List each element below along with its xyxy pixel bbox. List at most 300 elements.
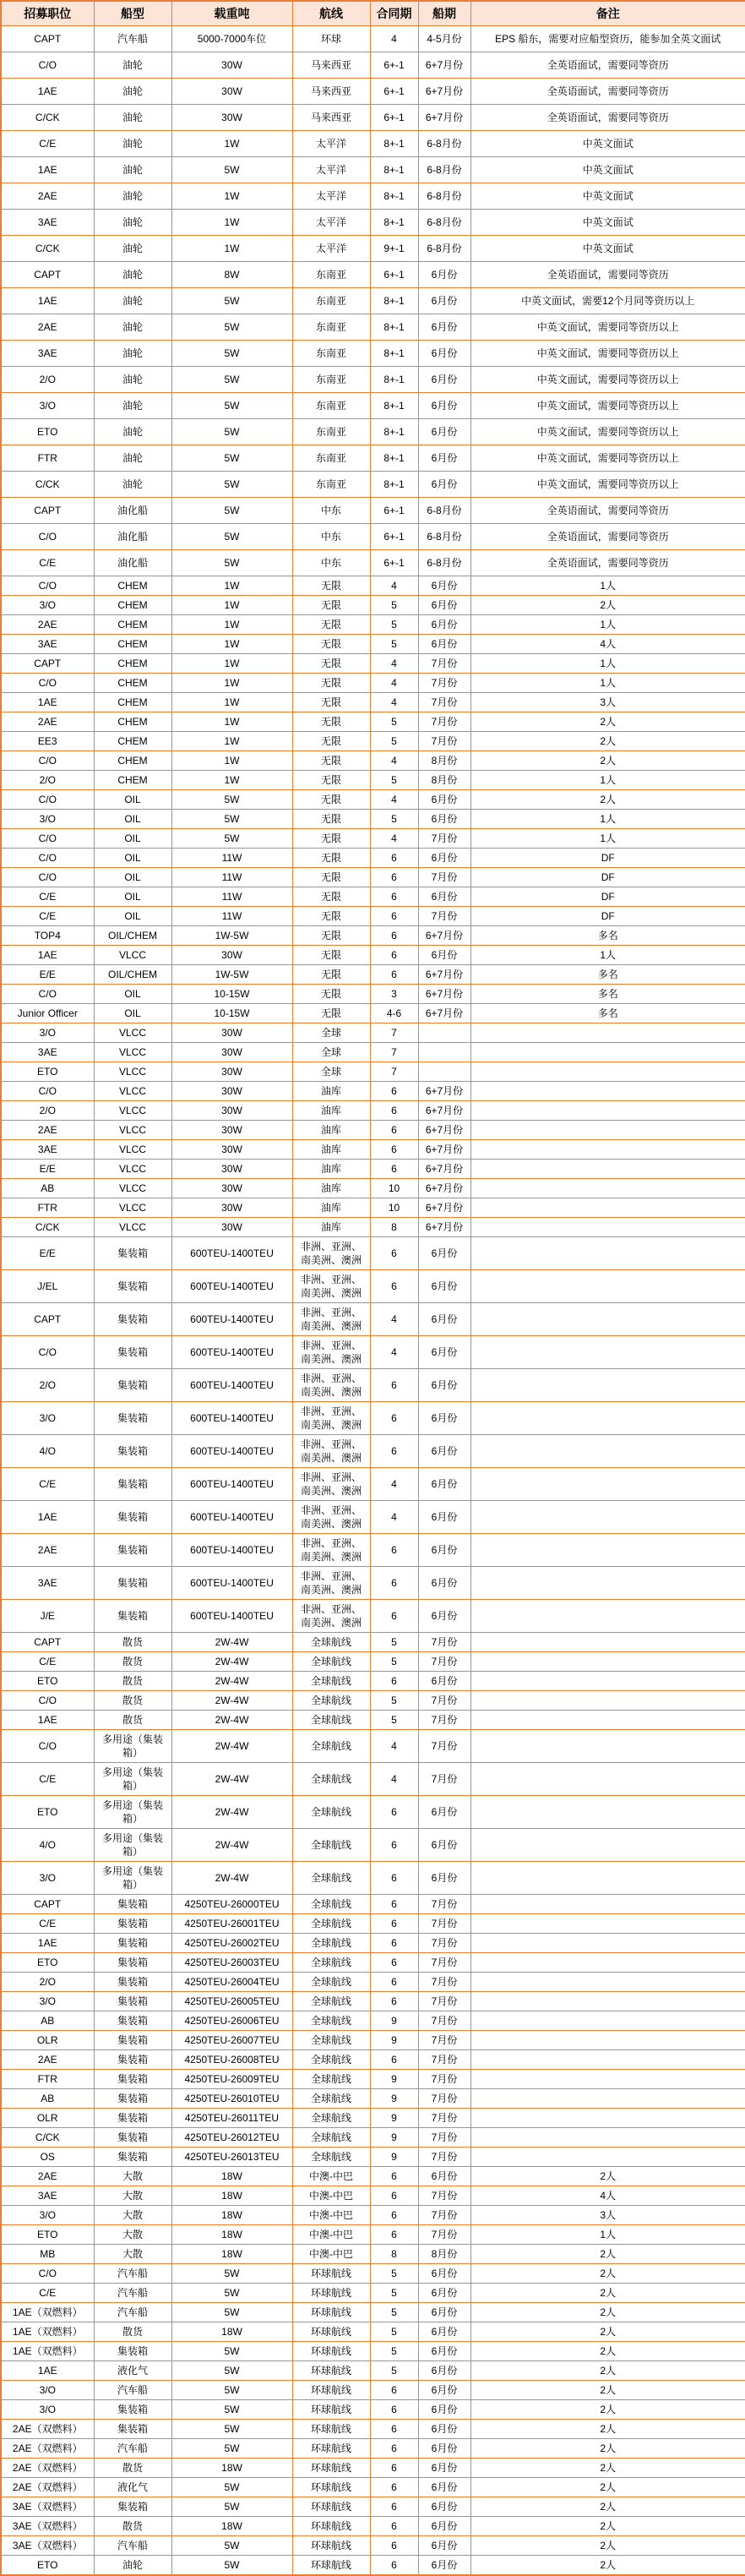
ship-date-cell: 6月份 — [418, 2497, 470, 2517]
remark-cell: DF — [470, 887, 745, 907]
remark-cell — [470, 1303, 745, 1336]
contract-period-cell: 6+-1 — [370, 550, 418, 576]
table-row — [1, 2303, 745, 2322]
position-cell: 2AE — [1, 712, 94, 732]
position-cell: 1AE — [1, 1501, 94, 1534]
position-cell: CAPT — [1, 1303, 94, 1336]
ship-type-cell: 集装箱 — [94, 2070, 171, 2089]
ship-date-cell: 6月份 — [418, 2439, 470, 2459]
table-row — [1, 1895, 745, 1914]
ship-type-cell: 集装箱 — [94, 2400, 171, 2420]
ship-date-cell: 7月份 — [418, 2031, 470, 2050]
route-cell: 环球航线 — [292, 2361, 370, 2381]
deadweight-cell: 4250TEU-26003TEU — [171, 1953, 292, 1973]
ship-type-cell: 油轮 — [94, 367, 171, 393]
remark-cell: 2人 — [470, 2497, 745, 2517]
deadweight-cell: 600TEU-1400TEU — [171, 1336, 292, 1369]
contract-period-cell: 8+-1 — [370, 157, 418, 183]
table-row — [1, 907, 745, 926]
contract-period-cell: 6 — [370, 1534, 418, 1567]
route-cell: 全球 — [292, 1023, 370, 1043]
ship-type-cell: 散货 — [94, 2517, 171, 2536]
position-cell: 3AE — [1, 2186, 94, 2206]
table-row — [1, 1672, 745, 1691]
table-row — [1, 1862, 745, 1895]
ship-date-cell: 8月份 — [418, 751, 470, 771]
deadweight-cell: 4250TEU-26004TEU — [171, 1973, 292, 1992]
ship-date-cell: 7月份 — [418, 2186, 470, 2206]
ship-type-cell: 液化气 — [94, 2361, 171, 2381]
route-cell: 油库 — [292, 1198, 370, 1218]
position-cell: 3AE — [1, 210, 94, 236]
route-cell: 全球航线 — [292, 1934, 370, 1953]
ship-date-cell: 6+7月份 — [418, 79, 470, 105]
route-cell: 东南亚 — [292, 262, 370, 288]
ship-date-cell: 6月份 — [418, 635, 470, 654]
route-cell: 油库 — [292, 1218, 370, 1237]
contract-period-cell: 6 — [370, 2459, 418, 2478]
remark-cell: 中英文面试，需要同等资历以上 — [470, 472, 745, 498]
ship-date-cell: 6-8月份 — [418, 524, 470, 550]
deadweight-cell: 2W-4W — [171, 1711, 292, 1730]
deadweight-cell: 30W — [171, 1043, 292, 1062]
ship-type-cell: 集装箱 — [94, 1468, 171, 1501]
table-row — [1, 1730, 745, 1763]
deadweight-cell: 5W — [171, 2381, 292, 2400]
route-cell: 全球航线 — [292, 1914, 370, 1934]
ship-date-cell: 6月份 — [418, 2536, 470, 2556]
deadweight-cell: 30W — [171, 1082, 292, 1101]
remark-cell: 2人 — [470, 2342, 745, 2361]
ship-date-cell: 6月份 — [418, 262, 470, 288]
deadweight-cell: 5W — [171, 157, 292, 183]
table-row — [1, 2556, 745, 2576]
deadweight-cell: 2W-4W — [171, 1862, 292, 1895]
remark-cell — [470, 1711, 745, 1730]
remark-cell: 2人 — [470, 2517, 745, 2536]
ship-date-cell: 6月份 — [418, 1303, 470, 1336]
table-row — [1, 2400, 745, 2420]
route-cell: 东南亚 — [292, 393, 370, 419]
position-cell: AB — [1, 1179, 94, 1198]
column-header-ship-date: 船期 — [418, 1, 470, 26]
ship-type-cell: 散货 — [94, 1633, 171, 1652]
position-cell: 2AE — [1, 314, 94, 341]
table-row — [1, 1101, 745, 1121]
position-cell: 2/O — [1, 367, 94, 393]
remark-cell: 2人 — [470, 2439, 745, 2459]
table-row — [1, 2284, 745, 2303]
route-cell: 全球航线 — [292, 2050, 370, 2070]
table-row — [1, 596, 745, 615]
remark-cell — [470, 1101, 745, 1121]
route-cell: 油库 — [292, 1101, 370, 1121]
remark-cell: 全英语面试，需要同等资历 — [470, 52, 745, 79]
position-cell: ETO — [1, 2556, 94, 2576]
deadweight-cell: 30W — [171, 1198, 292, 1218]
position-cell: 2AE — [1, 2050, 94, 2070]
remark-cell: 中英文面试，需要同等资历以上 — [470, 314, 745, 341]
remark-cell — [470, 1198, 745, 1218]
ship-type-cell: VLCC — [94, 1121, 171, 1140]
contract-period-cell: 8+-1 — [370, 183, 418, 210]
ship-type-cell: 多用途（集装箱） — [94, 1829, 171, 1862]
contract-period-cell: 8+-1 — [370, 288, 418, 314]
ship-date-cell: 6+7月份 — [418, 1140, 470, 1160]
table-row — [1, 2245, 745, 2264]
deadweight-cell: 1W — [171, 654, 292, 674]
position-cell: CAPT — [1, 1633, 94, 1652]
deadweight-cell: 1W — [171, 615, 292, 635]
route-cell: 非洲、亚洲、南美洲、澳洲 — [292, 1336, 370, 1369]
ship-type-cell: VLCC — [94, 1062, 171, 1082]
deadweight-cell: 18W — [171, 2225, 292, 2245]
deadweight-cell: 5W — [171, 341, 292, 367]
ship-date-cell: 7月份 — [418, 2128, 470, 2148]
remark-cell — [470, 2070, 745, 2089]
position-cell: C/O — [1, 985, 94, 1004]
route-cell: 全球航线 — [292, 1633, 370, 1652]
route-cell: 东南亚 — [292, 314, 370, 341]
position-cell: C/O — [1, 1691, 94, 1711]
ship-type-cell: 集装箱 — [94, 2050, 171, 2070]
ship-type-cell: OIL — [94, 849, 171, 868]
remark-cell: 中英文面试 — [470, 131, 745, 157]
remark-cell — [470, 1501, 745, 1534]
route-cell: 东南亚 — [292, 445, 370, 472]
deadweight-cell: 1W — [171, 210, 292, 236]
contract-period-cell: 9 — [370, 2031, 418, 2050]
deadweight-cell: 600TEU-1400TEU — [171, 1303, 292, 1336]
position-cell: 3/O — [1, 2381, 94, 2400]
remark-cell — [470, 1992, 745, 2011]
contract-period-cell: 5 — [370, 635, 418, 654]
deadweight-cell: 5W — [171, 2536, 292, 2556]
ship-type-cell: 集装箱 — [94, 1501, 171, 1534]
table-row — [1, 1934, 745, 1953]
contract-period-cell: 10 — [370, 1179, 418, 1198]
deadweight-cell: 5W — [171, 2400, 292, 2420]
table-row — [1, 2322, 745, 2342]
position-cell: 3AE — [1, 1567, 94, 1600]
remark-cell — [470, 2089, 745, 2109]
route-cell: 全球航线 — [292, 1730, 370, 1763]
remark-cell: 2人 — [470, 2400, 745, 2420]
table-row — [1, 1336, 745, 1369]
position-cell: C/O — [1, 790, 94, 810]
table-row — [1, 2361, 745, 2381]
position-cell: 2/O — [1, 771, 94, 790]
ship-type-cell: 集装箱 — [94, 2089, 171, 2109]
deadweight-cell: 30W — [171, 1179, 292, 1198]
route-cell: 无限 — [292, 829, 370, 849]
ship-date-cell: 7月份 — [418, 2206, 470, 2225]
ship-date-cell: 6月份 — [418, 849, 470, 868]
route-cell: 全球航线 — [292, 1895, 370, 1914]
deadweight-cell: 5W — [171, 2478, 292, 2497]
remark-cell — [470, 1179, 745, 1198]
route-cell: 东南亚 — [292, 288, 370, 314]
contract-period-cell: 6+-1 — [370, 524, 418, 550]
remark-cell: 3人 — [470, 2206, 745, 2225]
remark-cell: DF — [470, 907, 745, 926]
remark-cell — [470, 1914, 745, 1934]
remark-cell: DF — [470, 868, 745, 887]
remark-cell: 2人 — [470, 2245, 745, 2264]
contract-period-cell: 6 — [370, 1895, 418, 1914]
route-cell: 全球航线 — [292, 2070, 370, 2089]
ship-type-cell: CHEM — [94, 596, 171, 615]
deadweight-cell: 1W — [171, 674, 292, 693]
position-cell: 1AE（双燃料） — [1, 2303, 94, 2322]
ship-date-cell: 7月份 — [418, 2011, 470, 2031]
column-header-ship-type: 船型 — [94, 1, 171, 26]
remark-cell: 中英文面试，需要同等资历以上 — [470, 367, 745, 393]
ship-type-cell: CHEM — [94, 635, 171, 654]
route-cell: 无限 — [292, 771, 370, 790]
table-row — [1, 1501, 745, 1534]
ship-type-cell: 汽车船 — [94, 2439, 171, 2459]
remark-cell: 全英语面试，需要同等资历 — [470, 524, 745, 550]
remark-cell — [470, 1023, 745, 1043]
position-cell: 3/O — [1, 1992, 94, 2011]
position-cell: AB — [1, 2089, 94, 2109]
table-row — [1, 926, 745, 946]
ship-date-cell: 7月份 — [418, 1763, 470, 1796]
ship-date-cell: 7月份 — [418, 1934, 470, 1953]
route-cell: 无限 — [292, 946, 370, 965]
ship-date-cell: 7月份 — [418, 907, 470, 926]
ship-date-cell: 6月份 — [418, 946, 470, 965]
position-cell: ETO — [1, 2225, 94, 2245]
position-cell: C/E — [1, 550, 94, 576]
deadweight-cell: 30W — [171, 1023, 292, 1043]
route-cell: 全球航线 — [292, 2148, 370, 2167]
deadweight-cell: 4250TEU-26008TEU — [171, 2050, 292, 2070]
position-cell: 2AE（双燃料） — [1, 2439, 94, 2459]
contract-period-cell: 6 — [370, 1862, 418, 1895]
route-cell: 无限 — [292, 596, 370, 615]
contract-period-cell: 6 — [370, 965, 418, 985]
route-cell: 无限 — [292, 810, 370, 829]
ship-type-cell: CHEM — [94, 712, 171, 732]
table-row — [1, 1914, 745, 1934]
remark-cell: 全英语面试，需要同等资历 — [470, 550, 745, 576]
ship-type-cell: OIL/CHEM — [94, 926, 171, 946]
table-row — [1, 2381, 745, 2400]
remark-cell: 1人 — [470, 829, 745, 849]
contract-period-cell: 6 — [370, 1140, 418, 1160]
remark-cell: 中英文面试 — [470, 210, 745, 236]
remark-cell — [470, 1062, 745, 1082]
table-row — [1, 868, 745, 887]
table-row — [1, 790, 745, 810]
ship-date-cell: 7月份 — [418, 1914, 470, 1934]
route-cell: 中东 — [292, 550, 370, 576]
table-row — [1, 2459, 745, 2478]
contract-period-cell: 4 — [370, 829, 418, 849]
ship-type-cell: VLCC — [94, 1023, 171, 1043]
contract-period-cell: 4 — [370, 751, 418, 771]
table-row — [1, 2186, 745, 2206]
position-cell: C/O — [1, 576, 94, 596]
remark-cell — [470, 1121, 745, 1140]
remark-cell — [470, 1763, 745, 1796]
contract-period-cell: 6 — [370, 2225, 418, 2245]
table-row — [1, 985, 745, 1004]
contract-period-cell: 4 — [370, 1336, 418, 1369]
remark-cell: 中英文面试，需要同等资历以上 — [470, 341, 745, 367]
ship-type-cell: 散货 — [94, 2322, 171, 2342]
remark-cell: 1人 — [470, 2225, 745, 2245]
contract-period-cell: 6+-1 — [370, 79, 418, 105]
deadweight-cell: 8W — [171, 262, 292, 288]
contract-period-cell: 8+-1 — [370, 131, 418, 157]
remark-cell: 多名 — [470, 1004, 745, 1023]
deadweight-cell: 11W — [171, 849, 292, 868]
remark-cell — [470, 1140, 745, 1160]
table-row — [1, 1600, 745, 1633]
contract-period-cell: 6 — [370, 1237, 418, 1270]
remark-cell — [470, 1829, 745, 1862]
route-cell: 中澳-中巴 — [292, 2225, 370, 2245]
table-row — [1, 183, 745, 210]
table-row — [1, 2264, 745, 2284]
route-cell: 油库 — [292, 1179, 370, 1198]
position-cell: 3/O — [1, 1402, 94, 1435]
contract-period-cell: 4 — [370, 26, 418, 52]
contract-period-cell: 5 — [370, 1633, 418, 1652]
ship-type-cell: CHEM — [94, 654, 171, 674]
ship-type-cell: OIL — [94, 985, 171, 1004]
contract-period-cell: 5 — [370, 712, 418, 732]
remark-cell: 2人 — [470, 2284, 745, 2303]
remark-cell — [470, 2031, 745, 2050]
ship-type-cell: 集装箱 — [94, 2342, 171, 2361]
position-cell: C/CK — [1, 472, 94, 498]
contract-period-cell: 8+-1 — [370, 367, 418, 393]
route-cell: 中澳-中巴 — [292, 2206, 370, 2225]
table-row — [1, 1435, 745, 1468]
route-cell: 油库 — [292, 1082, 370, 1101]
ship-date-cell: 6-8月份 — [418, 157, 470, 183]
position-cell: 3AE — [1, 635, 94, 654]
contract-period-cell: 8 — [370, 1218, 418, 1237]
contract-period-cell: 6+-1 — [370, 262, 418, 288]
ship-type-cell: 多用途（集装箱） — [94, 1862, 171, 1895]
deadweight-cell: 30W — [171, 1140, 292, 1160]
ship-date-cell: 6月份 — [418, 1270, 470, 1303]
contract-period-cell: 6 — [370, 2420, 418, 2439]
ship-type-cell: 集装箱 — [94, 1953, 171, 1973]
deadweight-cell: 30W — [171, 946, 292, 965]
remark-cell: 全英语面试，需要同等资历 — [470, 79, 745, 105]
ship-type-cell: CHEM — [94, 576, 171, 596]
position-cell: C/E — [1, 131, 94, 157]
deadweight-cell: 2W-4W — [171, 1763, 292, 1796]
deadweight-cell: 30W — [171, 1121, 292, 1140]
contract-period-cell: 6 — [370, 2186, 418, 2206]
ship-date-cell: 6月份 — [418, 1468, 470, 1501]
remark-cell — [470, 1534, 745, 1567]
ship-date-cell: 7月份 — [418, 2089, 470, 2109]
route-cell: 太平洋 — [292, 131, 370, 157]
contract-period-cell: 5 — [370, 2342, 418, 2361]
table-row — [1, 2497, 745, 2517]
contract-period-cell: 9+-1 — [370, 236, 418, 262]
ship-date-cell: 6月份 — [418, 472, 470, 498]
ship-type-cell: VLCC — [94, 1082, 171, 1101]
remark-cell: 2人 — [470, 751, 745, 771]
ship-type-cell: VLCC — [94, 1043, 171, 1062]
contract-period-cell: 9 — [370, 2109, 418, 2128]
ship-type-cell: 集装箱 — [94, 1336, 171, 1369]
deadweight-cell: 600TEU-1400TEU — [171, 1402, 292, 1435]
ship-date-cell: 6月份 — [418, 445, 470, 472]
contract-period-cell: 6 — [370, 1829, 418, 1862]
deadweight-cell: 4250TEU-26010TEU — [171, 2089, 292, 2109]
contract-period-cell: 6 — [370, 887, 418, 907]
deadweight-cell: 5W — [171, 314, 292, 341]
table-row — [1, 1140, 745, 1160]
ship-date-cell: 6-8月份 — [418, 210, 470, 236]
route-cell: 东南亚 — [292, 419, 370, 445]
contract-period-cell: 6 — [370, 2206, 418, 2225]
deadweight-cell: 5W — [171, 393, 292, 419]
contract-period-cell: 6 — [370, 1435, 418, 1468]
ship-date-cell: 6月份 — [418, 1829, 470, 1862]
route-cell: 全球航线 — [292, 1652, 370, 1672]
deadweight-cell: 18W — [171, 2167, 292, 2186]
deadweight-cell: 1W-5W — [171, 926, 292, 946]
table-row — [1, 419, 745, 445]
deadweight-cell: 5W — [171, 524, 292, 550]
route-cell: 无限 — [292, 965, 370, 985]
deadweight-cell: 5W — [171, 2497, 292, 2517]
remark-cell: 1人 — [470, 654, 745, 674]
ship-type-cell: 集装箱 — [94, 2109, 171, 2128]
table-row — [1, 693, 745, 712]
contract-period-cell: 4 — [370, 576, 418, 596]
route-cell: 环球航线 — [292, 2264, 370, 2284]
table-row — [1, 712, 745, 732]
contract-period-cell: 6 — [370, 1160, 418, 1179]
route-cell: 环球 — [292, 26, 370, 52]
contract-period-cell: 4 — [370, 1730, 418, 1763]
table-row — [1, 2128, 745, 2148]
deadweight-cell: 2W-4W — [171, 1691, 292, 1711]
remark-cell — [470, 1237, 745, 1270]
table-row — [1, 1763, 745, 1796]
ship-type-cell: 集装箱 — [94, 1934, 171, 1953]
ship-type-cell: OIL — [94, 829, 171, 849]
route-cell: 无限 — [292, 712, 370, 732]
ship-type-cell: 汽车船 — [94, 2536, 171, 2556]
contract-period-cell: 8+-1 — [370, 314, 418, 341]
position-cell: 4/O — [1, 1829, 94, 1862]
table-row — [1, 771, 745, 790]
contract-period-cell: 6+-1 — [370, 52, 418, 79]
remark-cell: 1人 — [470, 810, 745, 829]
position-cell: 2/O — [1, 1101, 94, 1121]
route-cell: 环球航线 — [292, 2284, 370, 2303]
position-cell: 3/O — [1, 1023, 94, 1043]
ship-date-cell: 6-8月份 — [418, 550, 470, 576]
contract-period-cell: 5 — [370, 1711, 418, 1730]
route-cell: 中东 — [292, 524, 370, 550]
table-row — [1, 2011, 745, 2031]
deadweight-cell: 2W-4W — [171, 1633, 292, 1652]
